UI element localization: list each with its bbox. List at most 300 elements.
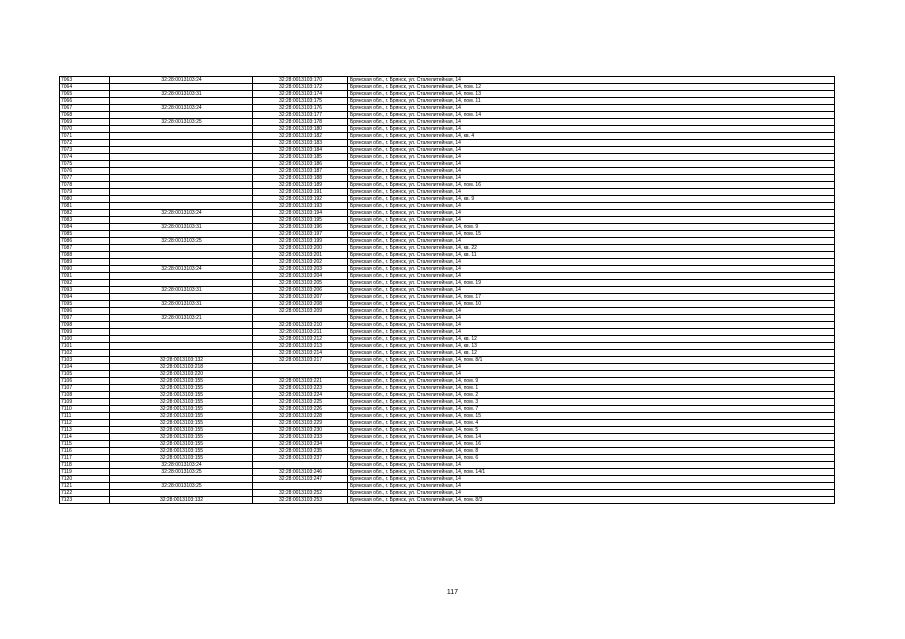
- parcel-cadastral-number: [110, 252, 253, 259]
- parcel-cadastral-number: [110, 84, 253, 91]
- object-cadastral-number: 32:28:0013103:246: [253, 469, 348, 476]
- parcel-cadastral-number: [110, 329, 253, 336]
- row-number: 7100: [60, 336, 110, 343]
- parcel-cadastral-number: 32:28:0013103:24: [110, 77, 253, 84]
- table-row: [60, 238, 835, 245]
- row-number: 7096: [60, 308, 110, 315]
- table-row: [60, 448, 835, 455]
- address-cell: Брянская обл., г. Брянск, ул. Сталелитейная, 14: [348, 476, 835, 483]
- address-cell: Брянская обл., г. Брянск, ул. Сталелитейная, 14, пом. 13: [348, 91, 835, 98]
- object-cadastral-number: 32:28:0013103:186: [253, 161, 348, 168]
- row-number: 7109: [60, 399, 110, 406]
- object-cadastral-number: 32:28:0013103:170: [253, 77, 348, 84]
- table-row: [60, 273, 835, 280]
- row-number: 7099: [60, 329, 110, 336]
- row-number: 7111: [60, 413, 110, 420]
- address-cell: Брянская обл., г. Брянск, ул. Сталелитейная, 14, кв. 22: [348, 245, 835, 252]
- row-number: 7104: [60, 364, 110, 371]
- object-cadastral-number: 32:28:0013103:212: [253, 336, 348, 343]
- parcel-cadastral-number: [110, 126, 253, 133]
- address-cell: Брянская обл., г. Брянск, ул. Сталелитейная, 14: [348, 105, 835, 112]
- address-cell: Брянская обл., г. Брянск, ул. Сталелитейная, 14: [348, 259, 835, 266]
- parcel-cadastral-number: [110, 308, 253, 315]
- object-cadastral-number: 32:28:0013103:201: [253, 252, 348, 259]
- row-number: 7076: [60, 168, 110, 175]
- object-cadastral-number: 32:28:0013103:211: [253, 329, 348, 336]
- table-row: [60, 210, 835, 217]
- object-cadastral-number: 32:28:0013103:209: [253, 308, 348, 315]
- object-cadastral-number: 32:28:0013103:202: [253, 259, 348, 266]
- row-number: 7106: [60, 378, 110, 385]
- table-row: [60, 427, 835, 434]
- address-cell: Брянская обл., г. Брянск, ул. Сталелитейная, 14, пом. 8/1: [348, 357, 835, 364]
- table-row: [60, 490, 835, 497]
- table-row: [60, 231, 835, 238]
- row-number: 7093: [60, 287, 110, 294]
- row-number: 7112: [60, 420, 110, 427]
- address-cell: Брянская обл., г. Брянск, ул. Сталелитейная, 14, пом. 17: [348, 294, 835, 301]
- object-cadastral-number: 32:28:0013103:180: [253, 126, 348, 133]
- address-cell: Брянская обл., г. Брянск, ул. Сталелитейная, 14: [348, 483, 835, 490]
- address-cell: Брянская обл., г. Брянск, ул. Сталелитейная, 14, пом. 12: [348, 84, 835, 91]
- address-cell: Брянская обл., г. Брянск, ул. Сталелитейная, 14, кв. 12: [348, 336, 835, 343]
- address-cell: Брянская обл., г. Брянск, ул. Сталелитейная, 14, пом. 10: [348, 301, 835, 308]
- table-row: [60, 434, 835, 441]
- row-number: 7085: [60, 231, 110, 238]
- object-cadastral-number: [253, 483, 348, 490]
- parcel-cadastral-number: 32:28:0013103:155: [110, 406, 253, 413]
- table-row: [60, 315, 835, 322]
- object-cadastral-number: [253, 371, 348, 378]
- table-row: [60, 462, 835, 469]
- table-row: [60, 98, 835, 105]
- table-row: [60, 266, 835, 273]
- parcel-cadastral-number: 32:28:0013103:155: [110, 378, 253, 385]
- address-cell: Брянская обл., г. Брянск, ул. Сталелитейная, 14, пом. 2: [348, 392, 835, 399]
- address-cell: Брянская обл., г. Брянск, ул. Сталелитейная, 14: [348, 175, 835, 182]
- cadastral-table: [59, 76, 835, 504]
- object-cadastral-number: 32:28:0013103:184: [253, 147, 348, 154]
- table-row: [60, 259, 835, 266]
- row-number: 7123: [60, 497, 110, 504]
- table-row: [60, 385, 835, 392]
- row-number: 7114: [60, 434, 110, 441]
- row-number: 7103: [60, 357, 110, 364]
- table-row: [60, 336, 835, 343]
- parcel-cadastral-number: [110, 182, 253, 189]
- address-cell: Брянская обл., г. Брянск, ул. Сталелитейная, 14, пом. 14/1: [348, 469, 835, 476]
- address-cell: Брянская обл., г. Брянск, ул. Сталелитейная, 14: [348, 462, 835, 469]
- parcel-cadastral-number: [110, 147, 253, 154]
- table-row: [60, 350, 835, 357]
- address-cell: Брянская обл., г. Брянск, ул. Сталелитейная, 14: [348, 315, 835, 322]
- table-row: [60, 161, 835, 168]
- table-row: [60, 378, 835, 385]
- table-row: [60, 371, 835, 378]
- object-cadastral-number: 32:28:0013103:204: [253, 273, 348, 280]
- row-number: 7108: [60, 392, 110, 399]
- object-cadastral-number: 32:28:0013103:207: [253, 294, 348, 301]
- parcel-cadastral-number: 32:28:0013103:25: [110, 483, 253, 490]
- row-number: 7073: [60, 147, 110, 154]
- address-cell: Брянская обл., г. Брянск, ул. Сталелитейная, 14, пом. 19: [348, 280, 835, 287]
- object-cadastral-number: 32:28:0013103:252: [253, 490, 348, 497]
- object-cadastral-number: 32:28:0013103:182: [253, 133, 348, 140]
- table-row: [60, 119, 835, 126]
- row-number: 7074: [60, 154, 110, 161]
- row-number: 7082: [60, 210, 110, 217]
- row-number: 7095: [60, 301, 110, 308]
- object-cadastral-number: 32:28:0013103:196: [253, 224, 348, 231]
- row-number: 7091: [60, 273, 110, 280]
- address-cell: Брянская обл., г. Брянск, ул. Сталелитейная, 14: [348, 140, 835, 147]
- address-cell: Брянская обл., г. Брянск, ул. Сталелитейная, 14, пом. 11: [348, 98, 835, 105]
- parcel-cadastral-number: 32:28:0013103:155: [110, 441, 253, 448]
- object-cadastral-number: [253, 462, 348, 469]
- object-cadastral-number: 32:28:0013103:213: [253, 343, 348, 350]
- address-cell: Брянская обл., г. Брянск, ул. Сталелитейная, 14, пом. 3: [348, 399, 835, 406]
- address-cell: Брянская обл., г. Брянск, ул. Сталелитейная, 14, пом. 4: [348, 420, 835, 427]
- row-number: 7090: [60, 266, 110, 273]
- parcel-cadastral-number: 32:28:0013103:132: [110, 357, 253, 364]
- table-row: [60, 455, 835, 462]
- parcel-cadastral-number: 32:28:0013103:155: [110, 392, 253, 399]
- row-number: 7089: [60, 259, 110, 266]
- table-row: [60, 154, 835, 161]
- row-number: 7101: [60, 343, 110, 350]
- parcel-cadastral-number: 32:28:0013103:24: [110, 105, 253, 112]
- object-cadastral-number: 32:28:0013103:192: [253, 196, 348, 203]
- parcel-cadastral-number: [110, 294, 253, 301]
- parcel-cadastral-number: [110, 161, 253, 168]
- parcel-cadastral-number: 32:28:0013103:220: [110, 371, 253, 378]
- table-row: [60, 301, 835, 308]
- address-cell: Брянская обл., г. Брянск, ул. Сталелитейная, 14: [348, 371, 835, 378]
- table-row: [60, 343, 835, 350]
- object-cadastral-number: [253, 315, 348, 322]
- row-number: 7087: [60, 245, 110, 252]
- page-number: 117: [446, 589, 459, 596]
- parcel-cadastral-number: 32:28:0013103:155: [110, 448, 253, 455]
- parcel-cadastral-number: [110, 189, 253, 196]
- parcel-cadastral-number: [110, 98, 253, 105]
- parcel-cadastral-number: [110, 245, 253, 252]
- address-cell: Брянская обл., г. Брянск, ул. Сталелитейная, 14: [348, 189, 835, 196]
- table-row: [60, 497, 835, 504]
- parcel-cadastral-number: 32:28:0013103:155: [110, 427, 253, 434]
- address-cell: Брянская обл., г. Брянск, ул. Сталелитейная, 14: [348, 266, 835, 273]
- parcel-cadastral-number: [110, 336, 253, 343]
- table-row: [60, 147, 835, 154]
- table-row: [60, 182, 835, 189]
- address-cell: Брянская обл., г. Брянск, ул. Сталелитейная, 14, пом. 15: [348, 413, 835, 420]
- row-number: 7113: [60, 427, 110, 434]
- table-row: [60, 112, 835, 119]
- parcel-cadastral-number: [110, 140, 253, 147]
- address-cell: Брянская обл., г. Брянск, ул. Сталелитейная, 14: [348, 154, 835, 161]
- table-row: [60, 133, 835, 140]
- object-cadastral-number: 32:28:0013103:187: [253, 168, 348, 175]
- address-cell: Брянская обл., г. Брянск, ул. Сталелитейная, 14: [348, 322, 835, 329]
- table-row: [60, 126, 835, 133]
- table-row: [60, 252, 835, 259]
- address-cell: Брянская обл., г. Брянск, ул. Сталелитейная, 14: [348, 168, 835, 175]
- parcel-cadastral-number: [110, 203, 253, 210]
- parcel-cadastral-number: 32:28:0013103:218: [110, 364, 253, 371]
- row-number: 7064: [60, 84, 110, 91]
- table-row: [60, 217, 835, 224]
- row-number: 7083: [60, 217, 110, 224]
- address-cell: Брянская обл., г. Брянск, ул. Сталелитейная, 14: [348, 161, 835, 168]
- table-row: [60, 168, 835, 175]
- row-number: 7118: [60, 462, 110, 469]
- row-number: 7121: [60, 483, 110, 490]
- row-number: 7084: [60, 224, 110, 231]
- address-cell: Брянская обл., г. Брянск, ул. Сталелитейная, 14, пом. 9: [348, 224, 835, 231]
- parcel-cadastral-number: 32:28:0013103:155: [110, 399, 253, 406]
- object-cadastral-number: 32:28:0013103:237: [253, 455, 348, 462]
- address-cell: Брянская обл., г. Брянск, ул. Сталелитейная, 14, пом. 5: [348, 427, 835, 434]
- table-row: [60, 224, 835, 231]
- object-cadastral-number: 32:28:0013103:229: [253, 420, 348, 427]
- row-number: 7092: [60, 280, 110, 287]
- object-cadastral-number: 32:28:0013103:188: [253, 175, 348, 182]
- table-row: [60, 329, 835, 336]
- parcel-cadastral-number: 32:28:0013103:132: [110, 497, 253, 504]
- row-number: 7071: [60, 133, 110, 140]
- table-row: [60, 322, 835, 329]
- table-row: [60, 483, 835, 490]
- address-cell: Брянская обл., г. Брянск, ул. Сталелитейная, 14: [348, 126, 835, 133]
- address-cell: Брянская обл., г. Брянск, ул. Сталелитейная, 14, пом. 1: [348, 385, 835, 392]
- parcel-cadastral-number: 32:28:0013103:31: [110, 287, 253, 294]
- object-cadastral-number: 32:28:0013103:208: [253, 301, 348, 308]
- object-cadastral-number: 32:28:0013103:174: [253, 91, 348, 98]
- parcel-cadastral-number: [110, 259, 253, 266]
- row-number: 7067: [60, 105, 110, 112]
- object-cadastral-number: 32:28:0013103:206: [253, 287, 348, 294]
- parcel-cadastral-number: 32:28:0013103:25: [110, 469, 253, 476]
- address-cell: Брянская обл., г. Брянск, ул. Сталелитейная, 14, пом. 16: [348, 182, 835, 189]
- row-number: 7063: [60, 77, 110, 84]
- object-cadastral-number: [253, 364, 348, 371]
- object-cadastral-number: 32:28:0013103:210: [253, 322, 348, 329]
- parcel-cadastral-number: [110, 196, 253, 203]
- parcel-cadastral-number: [110, 476, 253, 483]
- object-cadastral-number: 32:28:0013103:205: [253, 280, 348, 287]
- object-cadastral-number: 32:28:0013103:217: [253, 357, 348, 364]
- address-cell: Брянская обл., г. Брянск, ул. Сталелитейная, 14: [348, 490, 835, 497]
- address-cell: Брянская обл., г. Брянск, ул. Сталелитейная, 14, кв. 4: [348, 133, 835, 140]
- row-number: 7105: [60, 371, 110, 378]
- row-number: 7110: [60, 406, 110, 413]
- row-number: 7072: [60, 140, 110, 147]
- row-number: 7081: [60, 203, 110, 210]
- object-cadastral-number: 32:28:0013103:221: [253, 378, 348, 385]
- object-cadastral-number: 32:28:0013103:176: [253, 105, 348, 112]
- object-cadastral-number: 32:28:0013103:175: [253, 98, 348, 105]
- address-cell: Брянская обл., г. Брянск, ул. Сталелитейная, 14: [348, 329, 835, 336]
- row-number: 7102: [60, 350, 110, 357]
- parcel-cadastral-number: 32:28:0013103:24: [110, 210, 253, 217]
- address-cell: Брянская обл., г. Брянск, ул. Сталелитейная, 14: [348, 238, 835, 245]
- parcel-cadastral-number: [110, 168, 253, 175]
- parcel-cadastral-number: 32:28:0013103:155: [110, 455, 253, 462]
- row-number: 7079: [60, 189, 110, 196]
- object-cadastral-number: 32:28:0013103:253: [253, 497, 348, 504]
- parcel-cadastral-number: 32:28:0013103:31: [110, 224, 253, 231]
- row-number: 7066: [60, 98, 110, 105]
- parcel-cadastral-number: [110, 280, 253, 287]
- table-row: [60, 245, 835, 252]
- parcel-cadastral-number: 32:28:0013103:155: [110, 385, 253, 392]
- object-cadastral-number: 32:28:0013103:214: [253, 350, 348, 357]
- table-row: [60, 476, 835, 483]
- row-number: 7117: [60, 455, 110, 462]
- row-number: 7119: [60, 469, 110, 476]
- address-cell: Брянская обл., г. Брянск, ул. Сталелитейная, 14: [348, 287, 835, 294]
- address-cell: Брянская обл., г. Брянск, ул. Сталелитейная, 14, пом. 8: [348, 448, 835, 455]
- row-number: 7080: [60, 196, 110, 203]
- row-number: 7097: [60, 315, 110, 322]
- address-cell: Брянская обл., г. Брянск, ул. Сталелитейная, 14: [348, 210, 835, 217]
- row-number: 7120: [60, 476, 110, 483]
- table-row: [60, 420, 835, 427]
- parcel-cadastral-number: [110, 154, 253, 161]
- object-cadastral-number: 32:28:0013103:226: [253, 406, 348, 413]
- object-cadastral-number: 32:28:0013103:234: [253, 441, 348, 448]
- parcel-cadastral-number: [110, 322, 253, 329]
- object-cadastral-number: 32:28:0013103:178: [253, 119, 348, 126]
- object-cadastral-number: 32:28:0013103:177: [253, 112, 348, 119]
- address-cell: Брянская обл., г. Брянск, ул. Сталелитейная, 14, пом. 16: [348, 441, 835, 448]
- table-row: [60, 294, 835, 301]
- row-number: 7075: [60, 161, 110, 168]
- row-number: 7069: [60, 119, 110, 126]
- address-cell: Брянская обл., г. Брянск, ул. Сталелитейная, 14: [348, 203, 835, 210]
- parcel-cadastral-number: 32:28:0013103:155: [110, 434, 253, 441]
- parcel-cadastral-number: [110, 350, 253, 357]
- table-row: [60, 364, 835, 371]
- parcel-cadastral-number: 32:28:0013103:155: [110, 413, 253, 420]
- address-cell: Брянская обл., г. Брянск, ул. Сталелитейная, 14, пом. 14: [348, 112, 835, 119]
- table-row: [60, 469, 835, 476]
- address-cell: Брянская обл., г. Брянск, ул. Сталелитейная, 14: [348, 273, 835, 280]
- object-cadastral-number: 32:28:0013103:233: [253, 434, 348, 441]
- table-row: [60, 203, 835, 210]
- table-row: [60, 189, 835, 196]
- object-cadastral-number: 32:28:0013103:224: [253, 392, 348, 399]
- address-cell: Брянская обл., г. Брянск, ул. Сталелитейная, 14: [348, 147, 835, 154]
- row-number: 7088: [60, 252, 110, 259]
- table-row: [60, 196, 835, 203]
- row-number: 7065: [60, 91, 110, 98]
- table-row: [60, 399, 835, 406]
- table-row: [60, 287, 835, 294]
- row-number: 7107: [60, 385, 110, 392]
- registry-sheet: [59, 76, 834, 504]
- address-cell: Брянская обл., г. Брянск, ул. Сталелитейная, 14, кв. 12: [348, 350, 835, 357]
- object-cadastral-number: 32:28:0013103:189: [253, 182, 348, 189]
- table-row: [60, 406, 835, 413]
- parcel-cadastral-number: [110, 490, 253, 497]
- parcel-cadastral-number: [110, 112, 253, 119]
- table-row: [60, 105, 835, 112]
- parcel-cadastral-number: 32:28:0013103:25: [110, 238, 253, 245]
- object-cadastral-number: 32:28:0013103:172: [253, 84, 348, 91]
- address-cell: Брянская обл., г. Брянск, ул. Сталелитейная, 14, пом. 7: [348, 406, 835, 413]
- object-cadastral-number: 32:28:0013103:200: [253, 245, 348, 252]
- table-row: [60, 441, 835, 448]
- parcel-cadastral-number: [110, 175, 253, 182]
- table-row: [60, 308, 835, 315]
- object-cadastral-number: 32:28:0013103:203: [253, 266, 348, 273]
- parcel-cadastral-number: 32:28:0013103:31: [110, 301, 253, 308]
- table-row: [60, 175, 835, 182]
- parcel-cadastral-number: [110, 273, 253, 280]
- row-number: 7078: [60, 182, 110, 189]
- table-row: [60, 392, 835, 399]
- address-cell: Брянская обл., г. Брянск, ул. Сталелитейная, 14: [348, 217, 835, 224]
- address-cell: Брянская обл., г. Брянск, ул. Сталелитейная, 14, кв. 13: [348, 343, 835, 350]
- object-cadastral-number: 32:28:0013103:191: [253, 189, 348, 196]
- table-row: [60, 84, 835, 91]
- object-cadastral-number: 32:28:0013103:228: [253, 413, 348, 420]
- table-row: [60, 280, 835, 287]
- address-cell: Брянская обл., г. Брянск, ул. Сталелитейная, 14, кв. 11: [348, 252, 835, 259]
- address-cell: Брянская обл., г. Брянск, ул. Сталелитейная, 14, пом. 8/3: [348, 497, 835, 504]
- row-number: 7086: [60, 238, 110, 245]
- row-number: 7094: [60, 294, 110, 301]
- row-number: 7115: [60, 441, 110, 448]
- object-cadastral-number: 32:28:0013103:230: [253, 427, 348, 434]
- row-number: 7116: [60, 448, 110, 455]
- parcel-cadastral-number: 32:28:0013103:31: [110, 91, 253, 98]
- address-cell: Брянская обл., г. Брянск, ул. Сталелитейная, 14, пом. 15: [348, 231, 835, 238]
- table-row: [60, 357, 835, 364]
- object-cadastral-number: 32:28:0013103:194: [253, 210, 348, 217]
- address-cell: Брянская обл., г. Брянск, ул. Сталелитейная, 14, кв. 9: [348, 196, 835, 203]
- parcel-cadastral-number: 32:28:0013103:25: [110, 119, 253, 126]
- object-cadastral-number: 32:28:0013103:195: [253, 217, 348, 224]
- table-row: [60, 77, 835, 84]
- table-body: [60, 77, 835, 504]
- table-row: [60, 140, 835, 147]
- object-cadastral-number: 32:28:0013103:185: [253, 154, 348, 161]
- parcel-cadastral-number: 32:28:0013103:24: [110, 462, 253, 469]
- row-number: 7077: [60, 175, 110, 182]
- parcel-cadastral-number: [110, 217, 253, 224]
- address-cell: Брянская обл., г. Брянск, ул. Сталелитейная, 14, пом. 6: [348, 455, 835, 462]
- row-number: 7098: [60, 322, 110, 329]
- table-row: [60, 91, 835, 98]
- parcel-cadastral-number: [110, 133, 253, 140]
- address-cell: Брянская обл., г. Брянск, ул. Сталелитейная, 14: [348, 77, 835, 84]
- parcel-cadastral-number: [110, 343, 253, 350]
- parcel-cadastral-number: 32:28:0013103:24: [110, 266, 253, 273]
- object-cadastral-number: 32:28:0013103:197: [253, 231, 348, 238]
- address-cell: Брянская обл., г. Брянск, ул. Сталелитейная, 14: [348, 364, 835, 371]
- object-cadastral-number: 32:28:0013103:225: [253, 399, 348, 406]
- address-cell: Брянская обл., г. Брянск, ул. Сталелитейная, 14: [348, 119, 835, 126]
- object-cadastral-number: 32:28:0013103:199: [253, 238, 348, 245]
- address-cell: Брянская обл., г. Брянск, ул. Сталелитейная, 14, пом. 9: [348, 378, 835, 385]
- table-row: [60, 413, 835, 420]
- parcel-cadastral-number: [110, 231, 253, 238]
- object-cadastral-number: 32:28:0013103:193: [253, 203, 348, 210]
- object-cadastral-number: 32:28:0013103:183: [253, 140, 348, 147]
- object-cadastral-number: 32:28:0013103:235: [253, 448, 348, 455]
